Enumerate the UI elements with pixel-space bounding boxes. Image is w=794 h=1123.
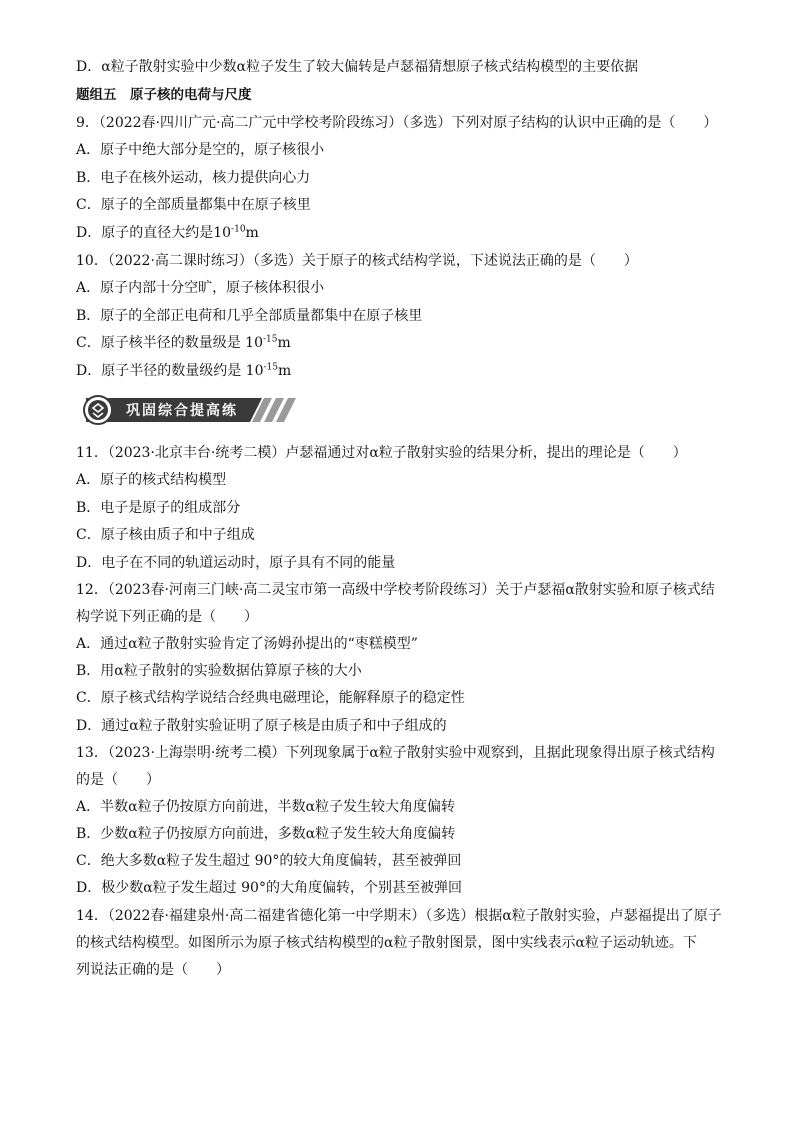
q9-option-b: B．电子在核外运动，核力提供向心力	[76, 170, 311, 186]
q12-option-d: D．通过α粒子散射实验证明了原子核是由质子和中子组成的	[76, 718, 447, 734]
q12-option-b: B．用α粒子散射的实验数据估算原子核的大小	[76, 663, 362, 679]
q11-option-d: D．电子在不同的轨道运动时，原子具有不同的能量	[76, 555, 396, 571]
q10d-unit: m	[278, 363, 292, 379]
question-9: 9．（2022春·四川广元·高二广元中学校考阶段练习）（多选）下列对原子结构的认识中正确的是（ ）	[76, 115, 718, 131]
q9-option-a: A．原子中绝大部分是空的，原子核很小	[76, 142, 325, 158]
section-banner	[80, 394, 300, 426]
q10-option-c	[76, 333, 734, 353]
q10c-text: C．原子核半径的数量级是 10	[76, 335, 263, 351]
q13-option-b: B．少数α粒子仍按原方向前进，多数α粒子发生较大角度偏转	[76, 826, 456, 842]
question-11: 11．（2023·北京丰台·统考二模）卢瑟福通过对α粒子散射实验的结果分析，提出的理论是（ ）	[76, 445, 687, 461]
question-14-line-1: 14．（2022春·福建泉州·高二福建省德化第一中学期末）（多选）根据α粒子散射实验，卢瑟福提出了原子	[76, 908, 722, 924]
q11-option-a: A．原子的核式结构模型	[76, 472, 227, 488]
q10-option-b: B．原子的全部正电荷和几乎全部质量都集中在原子核里	[76, 308, 423, 324]
question-13-line-1: 13．（2023·上海崇明·统考二模）下列现象属于α粒子散射实验中观察到，且据此现象得出原子核式结构	[76, 745, 715, 761]
q10d-text: D．原子半径的数量级约是 10	[76, 363, 264, 379]
question-14-line-3: 列说法正确的是（ ）	[76, 962, 230, 978]
q8-option-d: D．α粒子散射实验中少数α粒子发生了较大偏转是卢瑟福猜想原子核式结构模型的主要依据	[76, 59, 639, 75]
question-12-line-1: 12．（2023春·河南三门峡·高二灵宝市第一高级中学校考阶段练习）关于卢瑟福α散射实验和原子核式结	[76, 582, 715, 598]
q13-option-d: D．极少数α粒子发生超过 90°的大角度偏转，个别甚至被弹回	[76, 880, 462, 896]
q9d-exponent: -10	[231, 224, 246, 235]
question-13-line-2: 的是（ ）	[76, 772, 160, 788]
q12-option-c: C．原子核式结构学说结合经典电磁理论，能解释原子的稳定性	[76, 690, 465, 706]
question-12-line-2: 构学说下列正确的是（ ）	[76, 609, 258, 625]
q10-option-a: A．原子内部十分空旷，原子核体积很小	[76, 280, 325, 296]
q10c-exponent: -15	[262, 334, 278, 345]
section-heading-5: 题组五 原子核的电荷与尺度	[76, 87, 252, 103]
question-14-line-2: 的核式结构模型。如图所示为原子核式结构模型的α粒子散射图景，图中实线表示α粒子运动轨迹。下	[76, 935, 697, 951]
q9-option-c: C．原子的全部质量都集中在原子核里	[76, 197, 311, 213]
q11-option-c: C．原子核由质子和中子组成	[76, 527, 255, 543]
q10d-exponent: -15	[263, 362, 278, 373]
q9d-text: D．原子的直径大约是10	[76, 225, 232, 241]
q12-option-a: A．通过α粒子散射实验肯定了汤姆孙提出的“枣糕模型”	[76, 636, 418, 652]
q9-option-d	[76, 223, 734, 243]
banner-label: 巩固综合提高练	[126, 403, 238, 419]
q13-option-a: A．半数α粒子仍按原方向前进，半数α粒子发生较大角度偏转	[76, 799, 456, 815]
q10-option-d	[76, 361, 734, 381]
q9d-unit: m	[245, 225, 259, 241]
question-10: 10．（2022·高二课时练习）（多选）关于原子的核式结构学说，下述说法正确的是（ ）	[76, 253, 638, 269]
q10c-unit: m	[277, 335, 291, 351]
q13-option-c: C．绝大多数α粒子发生超过 90°的较大角度偏转，甚至被弹回	[76, 853, 462, 869]
q11-option-b: B．电子是原子的组成部分	[76, 500, 241, 516]
